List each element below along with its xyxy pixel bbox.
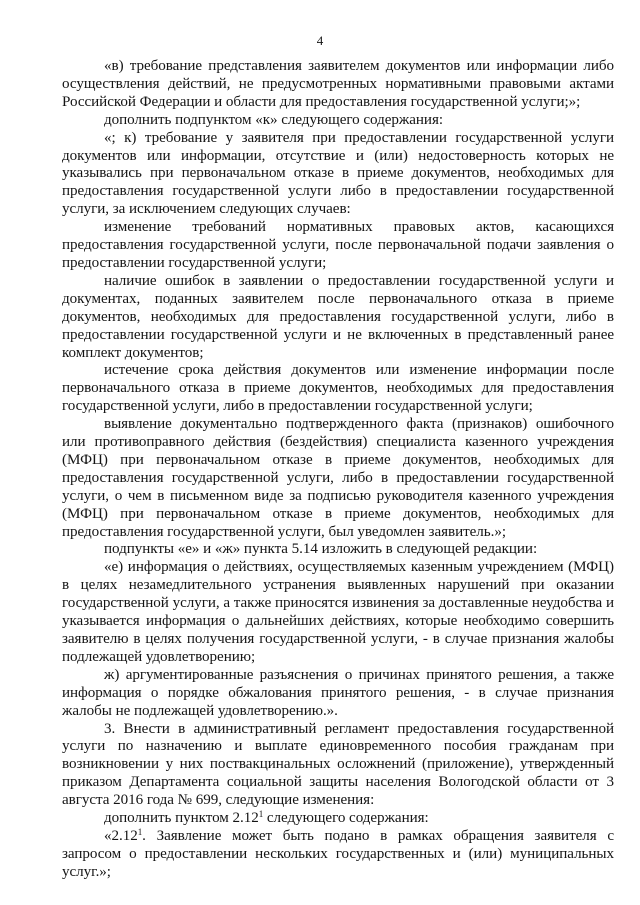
paragraph-subitem-k: «; к) требование у заявителя при предоставлении государственной услуги документов или информации, отсутствие и (или) недостоверность которых не указывались при первоначальном отказе в приеме документов, необходимых для предоставления государственной услуги либо в предоставлении государственной услуги, за исключением следующих случаев: <box>62 129 614 218</box>
paragraph-subitem-zh: ж) аргументированные разъяснения о причинах принятого решения, а также информация о порядке обжалования принятого решения, - в случае признания жалобы не подлежащей удовлетворению.». <box>62 666 614 719</box>
superscript: 1 <box>137 826 143 837</box>
document-body <box>62 58 614 882</box>
page-number: 4 <box>316 33 324 48</box>
text-run: . Заявление может быть подано в рамках обращения заявителя с запросом о предоставлении нескольких государственных и (или) муниципальных услуг.»; <box>62 827 614 880</box>
paragraph-subitems-e-zh: подпункты «е» и «ж» пункта 5.14 изложить в следующей редакции: <box>104 541 538 558</box>
paragraph-case-expiry: истечение срока действия документов или изменение информации после первоначального отказа в приеме документов, необходимых для предоставления государственной услуги, либо в предоставлении государственной услуги; <box>62 362 614 415</box>
paragraph-case-wrongful-action: выявление документально подтвержденного факта (признаков) ошибочного или противоправного действия (бездействия) специалиста казенного учреждения (МФЦ) при первоначальном отказе в приеме документов, необходимых для предоставления государственной услуги, либо в предоставлении государственной услуги, о чем в письменном виде за подписью руководителя казенного учреждения (МФЦ) при первоначальном отказе в приеме документов, необходимых для предоставления государственной услуги, был уведомлен заявитель.»; <box>62 416 614 540</box>
text-run: следующего содержания: <box>263 810 429 827</box>
paragraph-item-3: 3. Внести в административный регламент предоставления государственной услуги по назначению и выплате единовременного пособия гражданам при возникновении у них поствакцинальных осложнений (приложение), утвержденный приказом Департамента социальной защиты населения Вологодской области от 3 августа 2016 года № 699, следующие изменения: <box>62 720 614 809</box>
paragraph-add-item-2-12-1 <box>62 810 614 828</box>
paragraph-add-subitem-k: дополнить подпунктом «к» следующего содержания: <box>104 111 443 128</box>
text-run: дополнить пунктом 2.12 <box>104 810 259 827</box>
text-run: «2.12 <box>104 827 138 844</box>
paragraph-case-errors: наличие ошибок в заявлении о предоставлении государственной услуги и документах, поданных заявителем после первоначального отказа в приеме документов, необходимых для предоставления государственной услуги, либо в предоставлении государственной услуги и не включенных в представленный ранее комплект документов; <box>62 272 614 361</box>
paragraph-subitem-e: «е) информация о действиях, осуществляемых казенным учреждением (МФЦ) в целях незамедлительного устранения выявленных нарушений при оказании государственной услуги, а также приносятся извинения за доставленные неудобства и указывается информация о дальнейших действиях, которые необходимо совершить заявителю в целях получения государственной услуги, - в случае признания жалобы подлежащей удовлетворению; <box>62 559 614 665</box>
paragraph-case-legal-change: изменение требований нормативных правовых актов, касающихся предоставления государственной услуги, после первоначальной подачи заявления о предоставлении государственной услуги; <box>62 219 614 271</box>
paragraph-item-v: «в) требование представления заявителем документов или информации либо осуществления действий, не предусмотренных нормативными правовыми актами Российской Федерации и области для предоставления государственной услуги;»; <box>62 58 614 110</box>
paragraph-item-2-12-1 <box>62 828 614 882</box>
superscript: 1 <box>258 809 264 820</box>
